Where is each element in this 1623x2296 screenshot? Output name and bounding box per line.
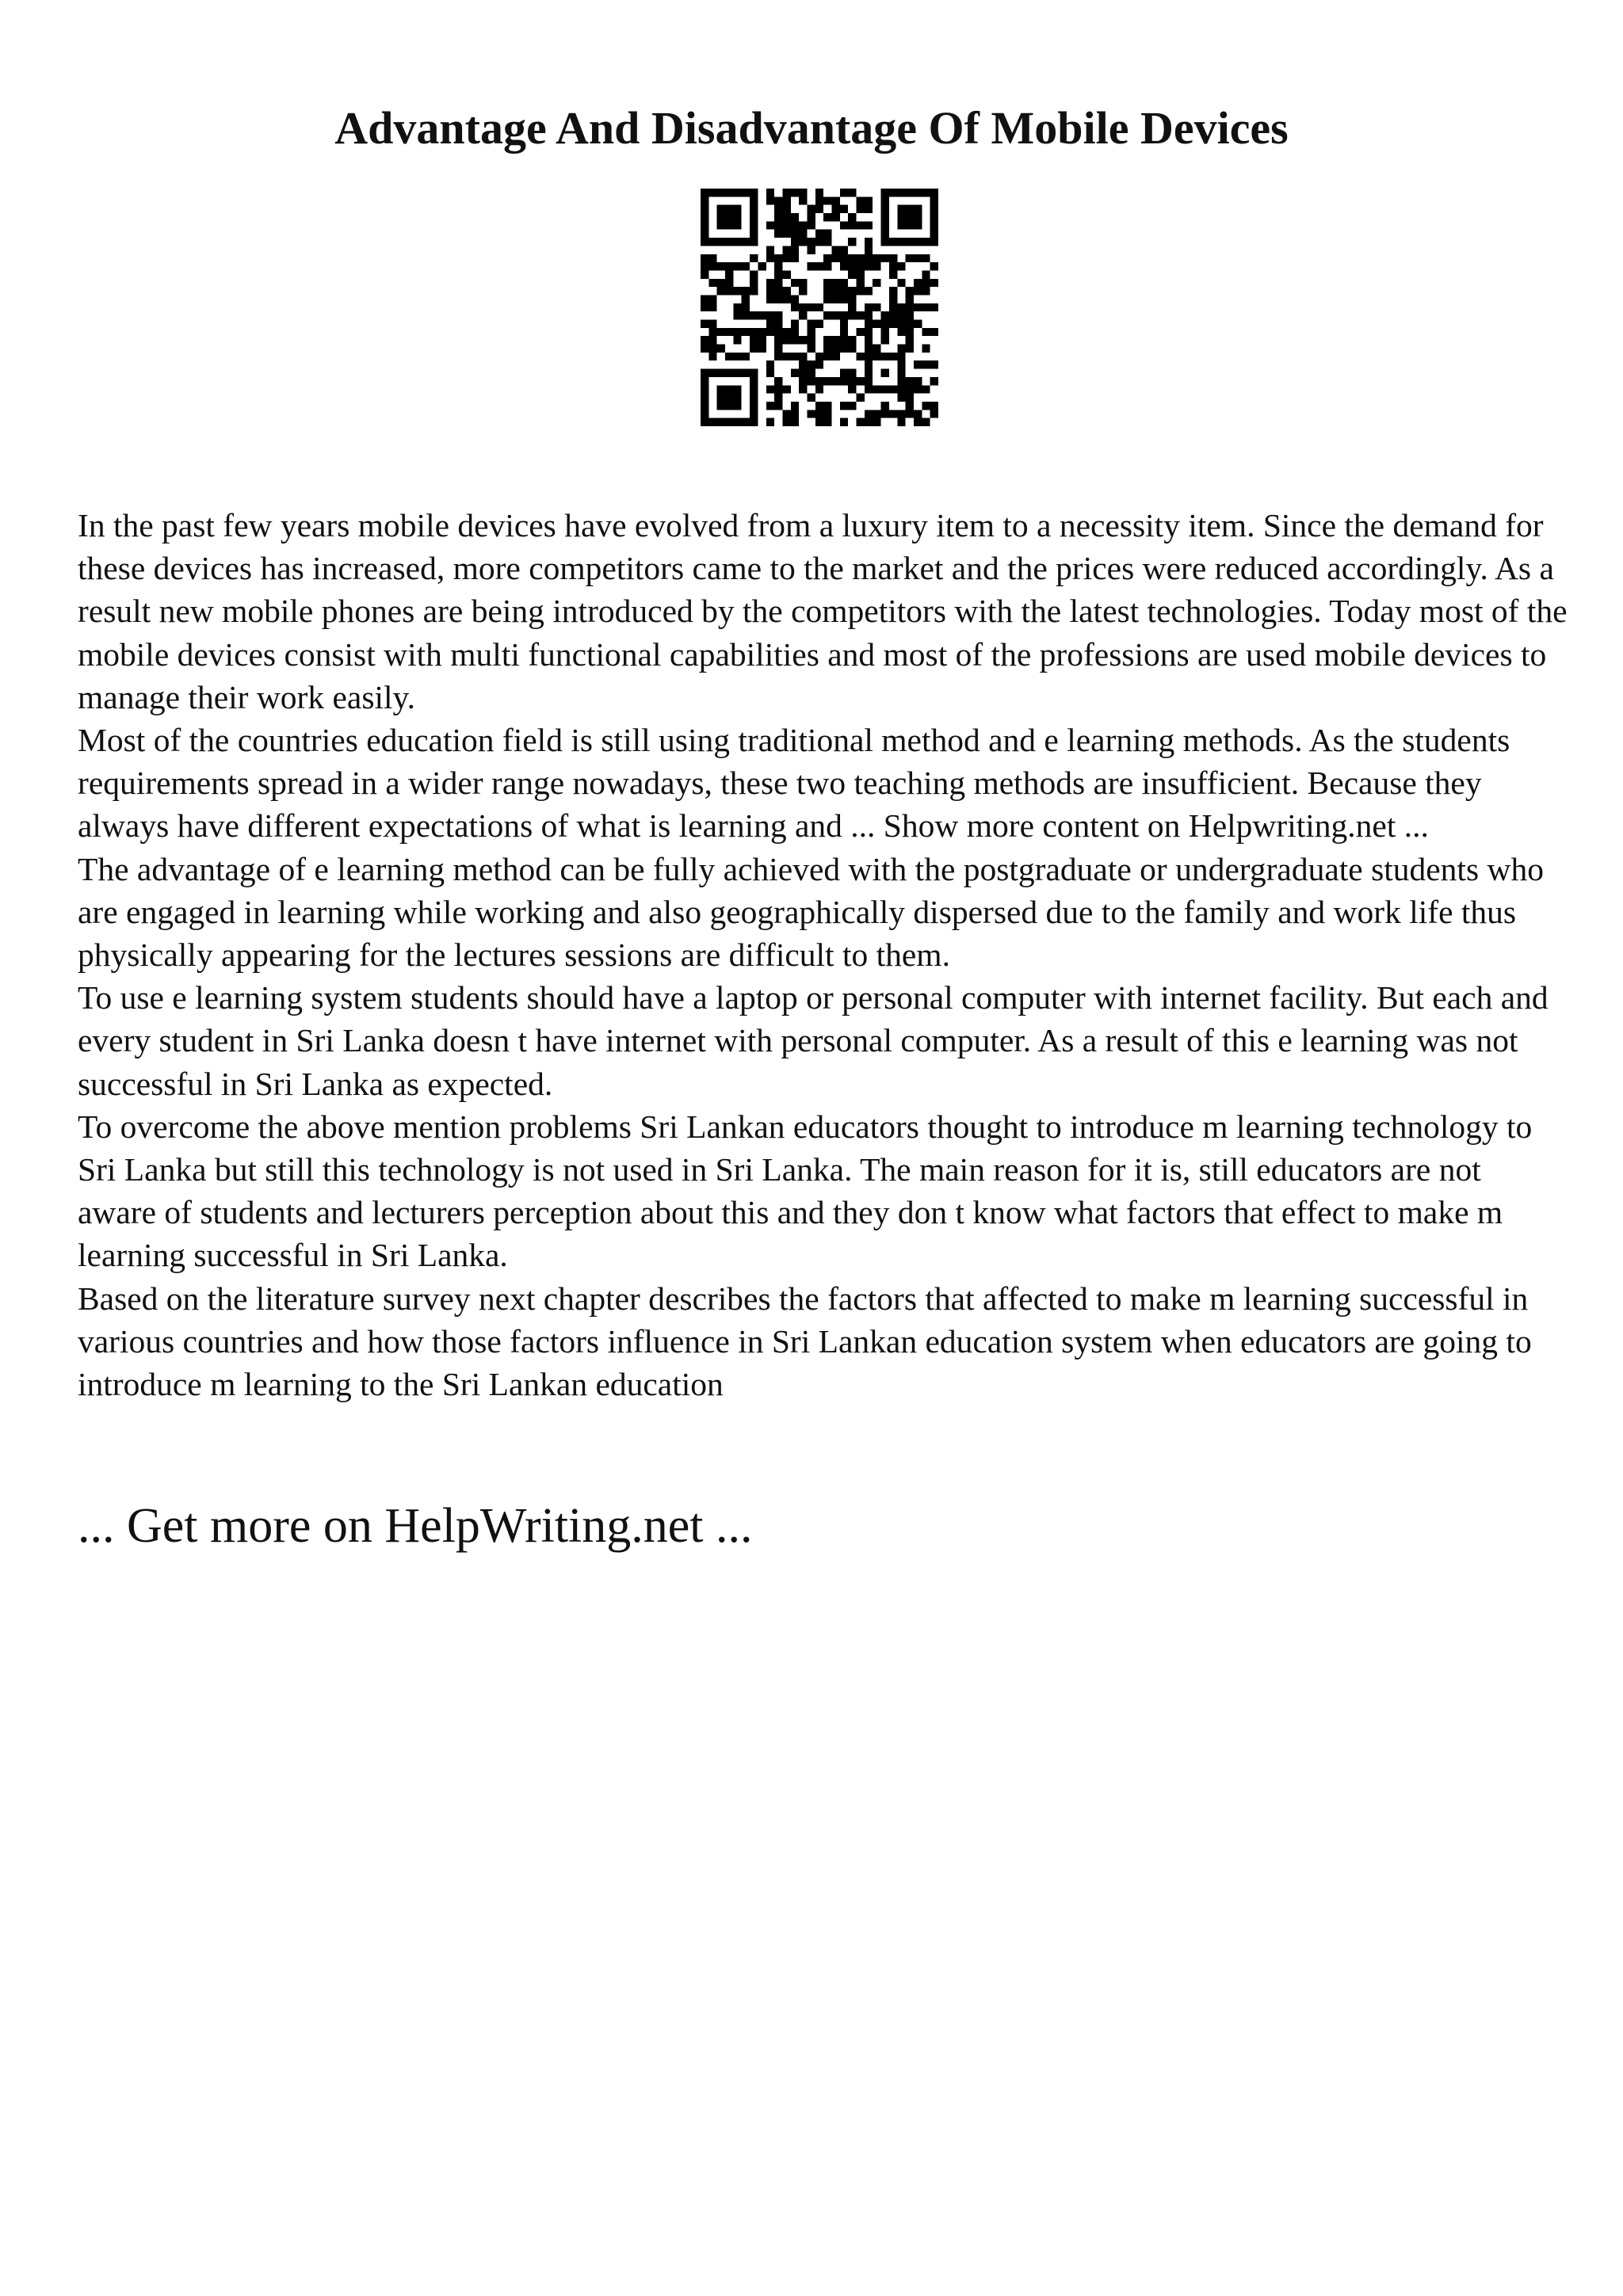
paragraph: In the past few years mobile devices have evolved from a luxury item to a necessity item. Since the demand for these devices has increased, more competitors came to the market and the prices were reduced accordingly. As a result new mobile phones are being introduced by the competitors with the latest technologies. Today most of the mobile devices consist with multi functional capabilities and most of the professions are used mobile devices to manage their work easily. — [78, 507, 1568, 715]
document-body — [78, 504, 1568, 1405]
paragraph: Based on the literature survey next chapter describes the factors that affected to make m learning successful in various countries and how those factors influence in Sri Lankan education system when educators are going to introduce m learning to the Sri Lankan education — [78, 1280, 1532, 1403]
paragraph: The advantage of e learning method can be fully achieved with the postgraduate or undergraduate students who are engaged in learning while working and also geographically dispersed due to the family and work life thus physically appearing for the lectures sessions are difficult to them. — [78, 850, 1544, 974]
get-more-link[interactable]: ... Get more on HelpWriting.net ... — [78, 1499, 753, 1553]
paragraph: To use e learning system students should have a laptop or personal computer with internet facility. But each and every student in Sri Lanka doesn t have internet with personal computer. As a result of this e learning was not successful in Sri Lanka as expected. — [78, 979, 1549, 1102]
qr-code-graphic — [701, 189, 938, 426]
qr-code-icon[interactable] — [701, 189, 938, 426]
paragraph: To overcome the above mention problems Sri Lankan educators thought to introduce m learning technology to Sri Lanka but still this technology is not used in Sri Lanka. The main reason for it is, still educators are not aware of students and lecturers perception about this and they don t know what factors that effect to make m learning successful in Sri Lanka. — [78, 1108, 1533, 1274]
paragraph: Most of the countries education field is still using traditional method and e learning methods. As the students requirements spread in a wider range nowadays, these two teaching methods are insufficient. Because they always have different expectations of what is learning and ... Show more content on Helpwriting.net ... — [78, 722, 1510, 845]
document-title: Advantage And Disadvantage Of Mobile Devices — [334, 102, 1289, 154]
